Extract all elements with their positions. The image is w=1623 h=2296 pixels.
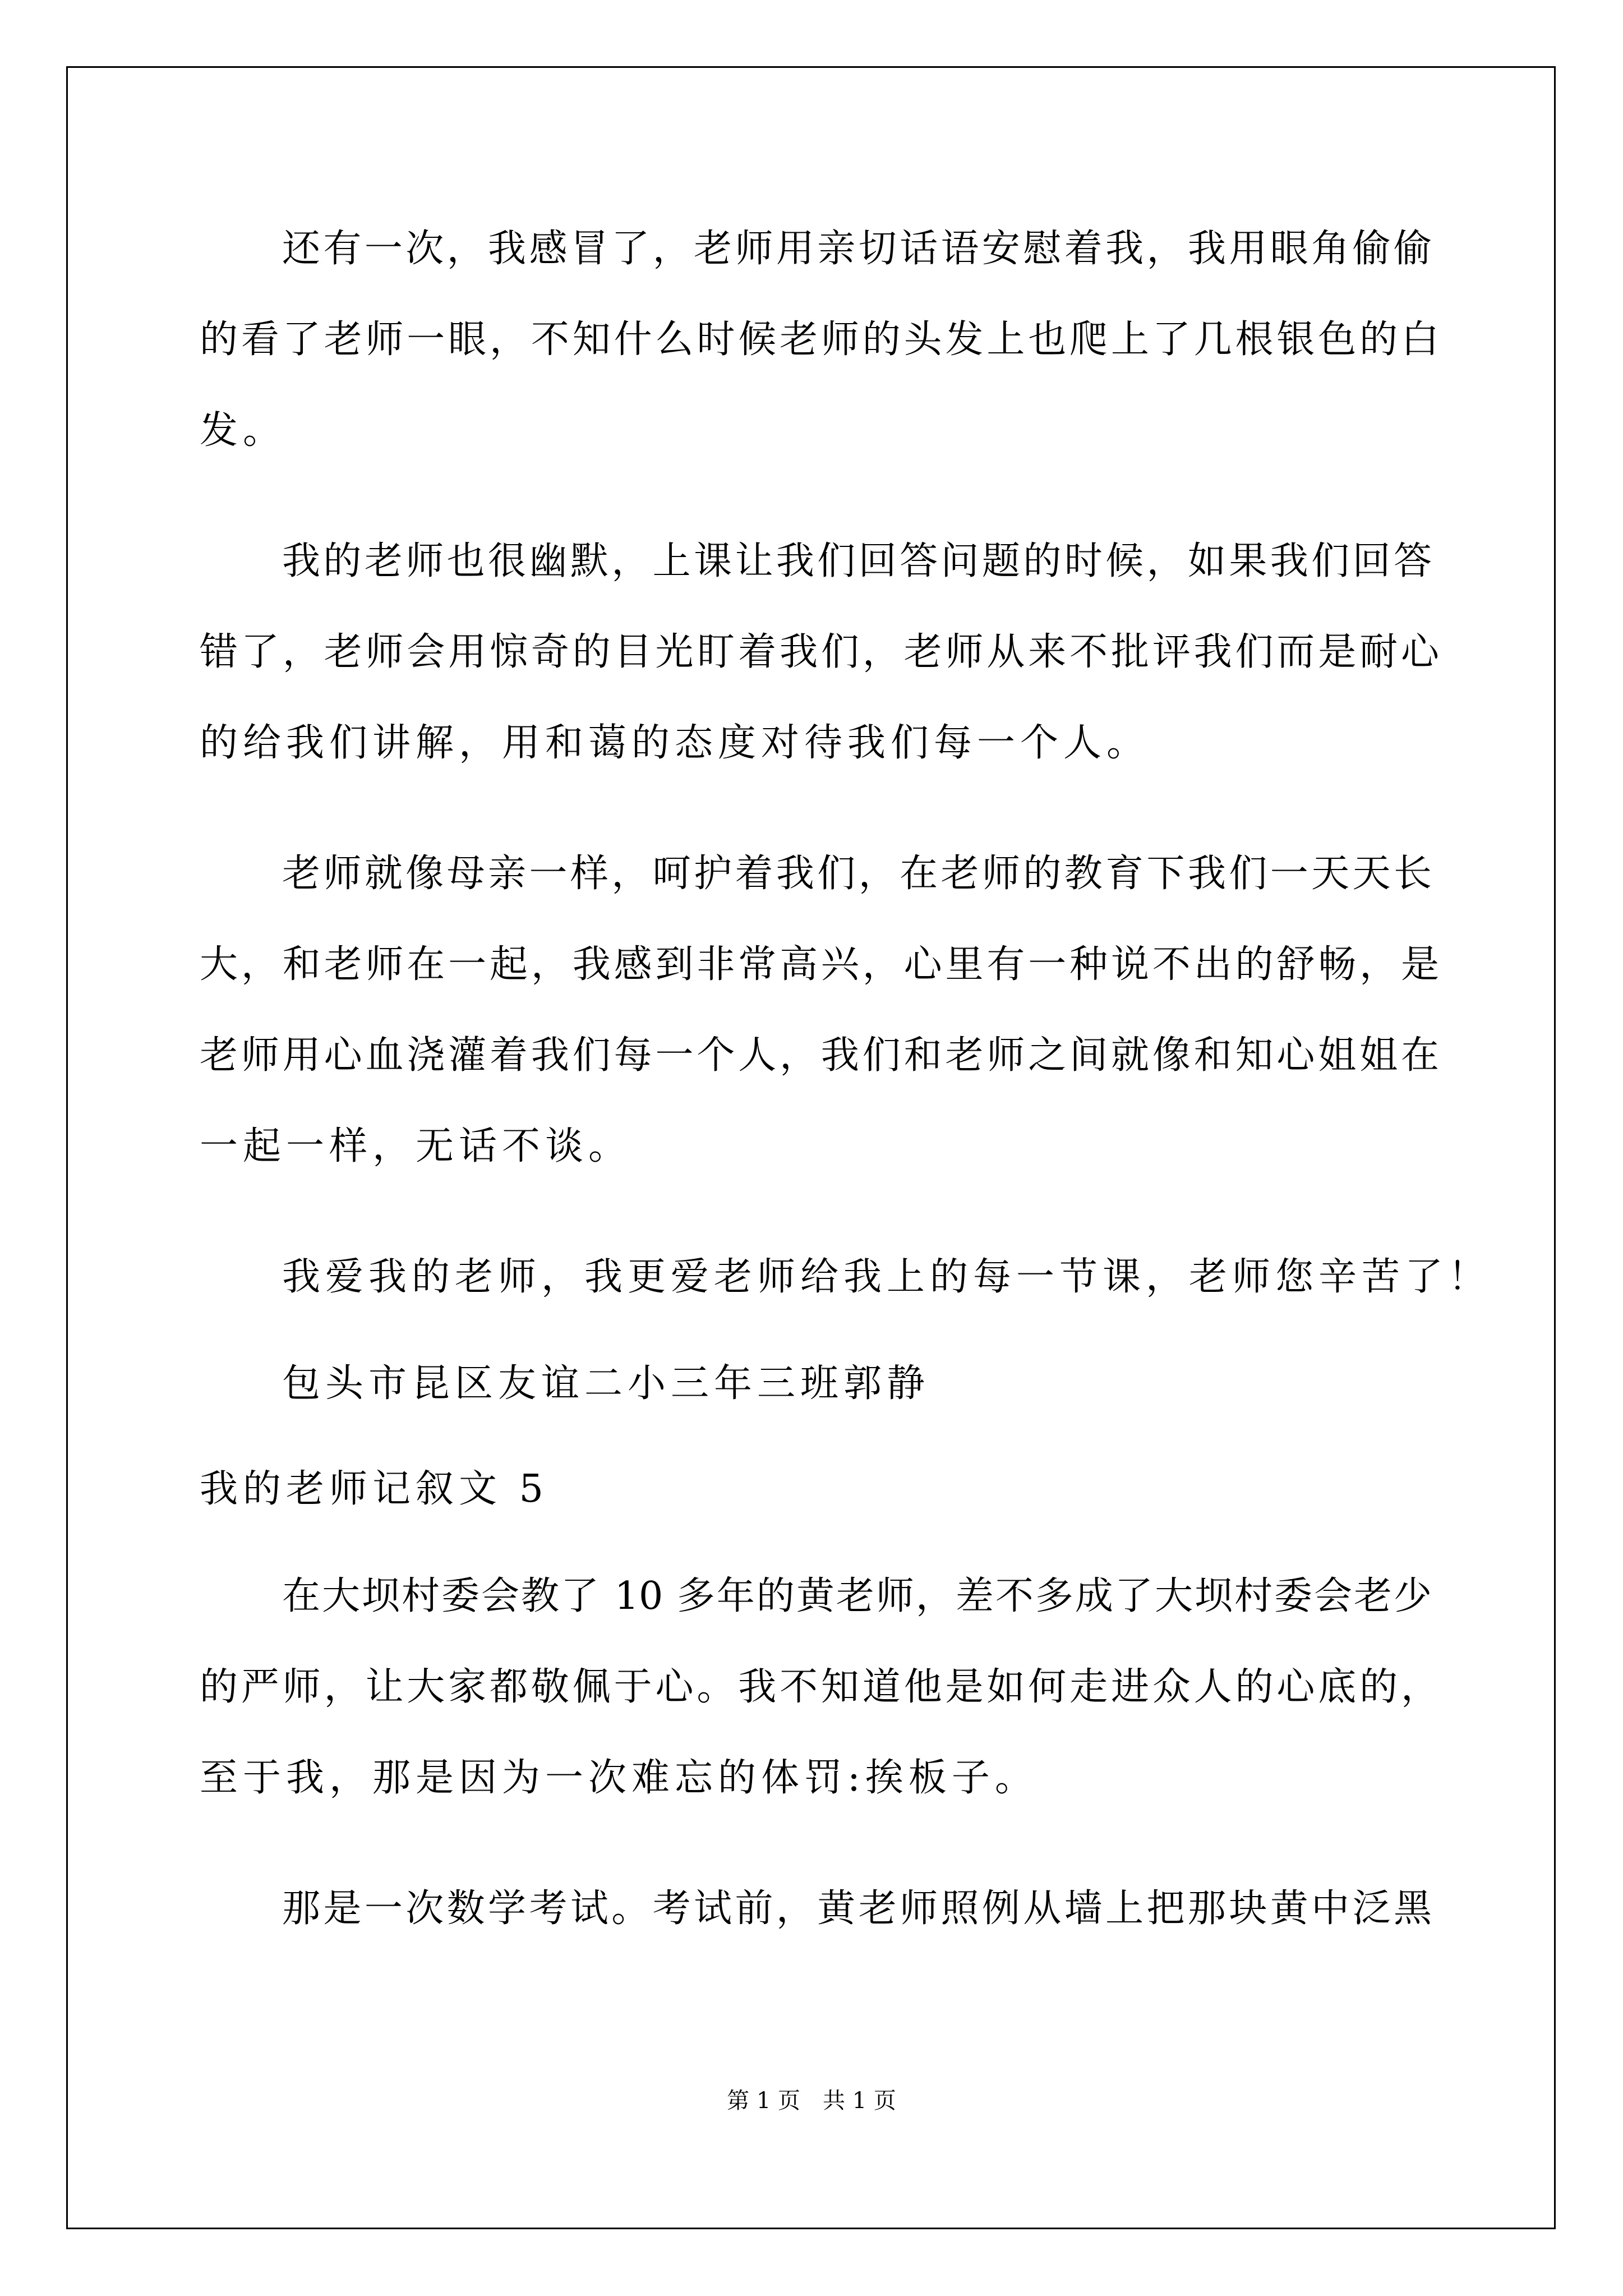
text-line: 发。	[200, 408, 287, 453]
text-line: 大，和老师在一起，我感到非常高兴，心里有一种说不出的舒畅，是	[200, 942, 1439, 987]
text-line: 那是一次数学考试。考试前，黄老师照例从墙上把那块黄中泛黑	[282, 1887, 1432, 1931]
section-heading: 我的老师记叙文 5	[200, 1467, 548, 1511]
text-line: 老师用心血浇灌着我们每一个人，我们和老师之间就像和知心姐姐在	[200, 1033, 1439, 1078]
text-line: 老师就像母亲一样，呵护着我们，在老师的教育下我们一天天长	[282, 852, 1432, 896]
text-line: 包头市昆区友谊二小三年三班郭静	[282, 1361, 930, 1406]
text-line: 的给我们讲解，用和蔼的态度对待我们每一个人。	[200, 721, 1150, 765]
text-line: 在大坝村委会教了 10 多年的黄老师，差不多成了大坝村委会老少	[282, 1574, 1432, 1618]
text-line: 我爱我的老师，我更爱老师给我上的每一节课，老师您辛苦了！	[282, 1255, 1492, 1299]
text-line: 一起一样，无话不谈。	[200, 1124, 632, 1168]
text-line: 的严师，让大家都敬佩于心。我不知道他是如何走进众人的心底的，	[200, 1665, 1439, 1709]
text-line: 至于我，那是因为一次难忘的体罚:挨板子。	[200, 1756, 1038, 1800]
text-line: 还有一次，我感冒了，老师用亲切话语安慰着我，我用眼角偷偷	[282, 227, 1432, 271]
text-line: 我的老师也很幽默，上课让我们回答问题的时候，如果我们回答	[282, 539, 1432, 583]
page-footer: 第 1 页 共 1 页	[727, 2088, 896, 2114]
text-line: 的看了老师一眼，不知什么时候老师的头发上也爬上了几根银色的白	[200, 318, 1439, 362]
text-line: 错了，老师会用惊奇的目光盯着我们，老师从来不批评我们而是耐心	[200, 630, 1439, 674]
